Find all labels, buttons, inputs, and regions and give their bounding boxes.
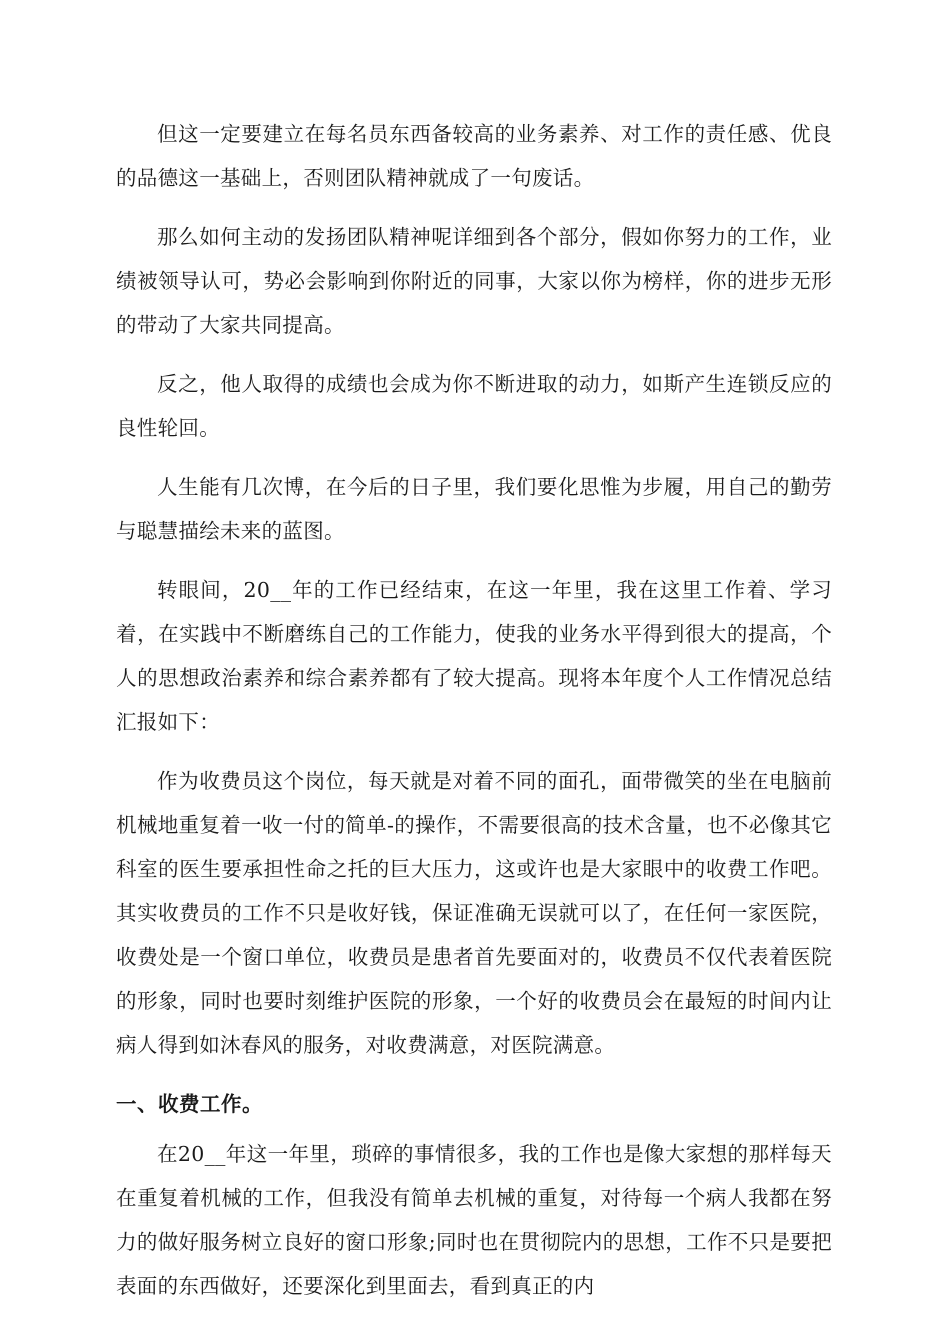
paragraph-2: 那么如何主动的发扬团队精神呢详细到各个部分，假如你努力的工作，业绩被领导认可，势必会影响到你附近的同事，大家以你为榜样，你的进步无形的带动了大家共同提高。 — [116, 225, 832, 337]
paragraph-4: 人生能有几次博，在今后的日子里，我们要化思惟为步履，用自己的勤劳与聪慧描绘未来的蓝图。 — [116, 475, 832, 543]
section-heading: 一、收费工作。 — [116, 1092, 263, 1116]
paragraph-5: 转眼间，20__年的工作已经结束，在这一年里，我在这里工作着、学习着，在实践中不断磨练自己的工作能力，使我的业务水平得到很大的提高，个人的思想政治素养和综合素养都有了较大提高。现将本年度个人工作情况总结汇报如下： — [116, 578, 832, 734]
paragraph-1: 但这一定要建立在每名员东西备较高的业务素养、对工作的责任感、优良的品德这一基础上，否则团队精神就成了一句废话。 — [116, 122, 832, 190]
paragraph-3: 反之，他人取得的成绩也会成为你不断进取的动力，如斯产生连锁反应的良性轮回。 — [116, 372, 832, 440]
paragraph-6: 作为收费员这个岗位，每天就是对着不同的面孔，面带微笑的坐在电脑前机械地重复着一收一付的简单-的操作，不需要很高的技术含量，也不必像其它科室的医生要承担性命之托的巨大压力，这或许也是大家眼中的收费工作吧。其实收费员的工作不只是收好钱，保证准确无误就可以了，在任何一家医院，收费处是一个窗口单位，收费员是患者首先要面对的，收费员不仅代表着医院的形象，同时也要时刻维护医院的形象，一个好的收费员会在最短的时间内让病人得到如沐春风的服务，对收费满意，对医院满意。 — [116, 769, 832, 1057]
document-body — [116, 112, 832, 1323]
paragraph-7: 在20__年这一年里，琐碎的事情很多，我的工作也是像大家想的那样每天在重复着机械的工作，但我没有简单去机械的重复，对待每一个病人我都在努力的做好服务树立良好的窗口形象;同时也在贯彻院内的思想，工作不只是要把表面的东西做好，还要深化到里面去，看到真正的内 — [116, 1142, 832, 1298]
